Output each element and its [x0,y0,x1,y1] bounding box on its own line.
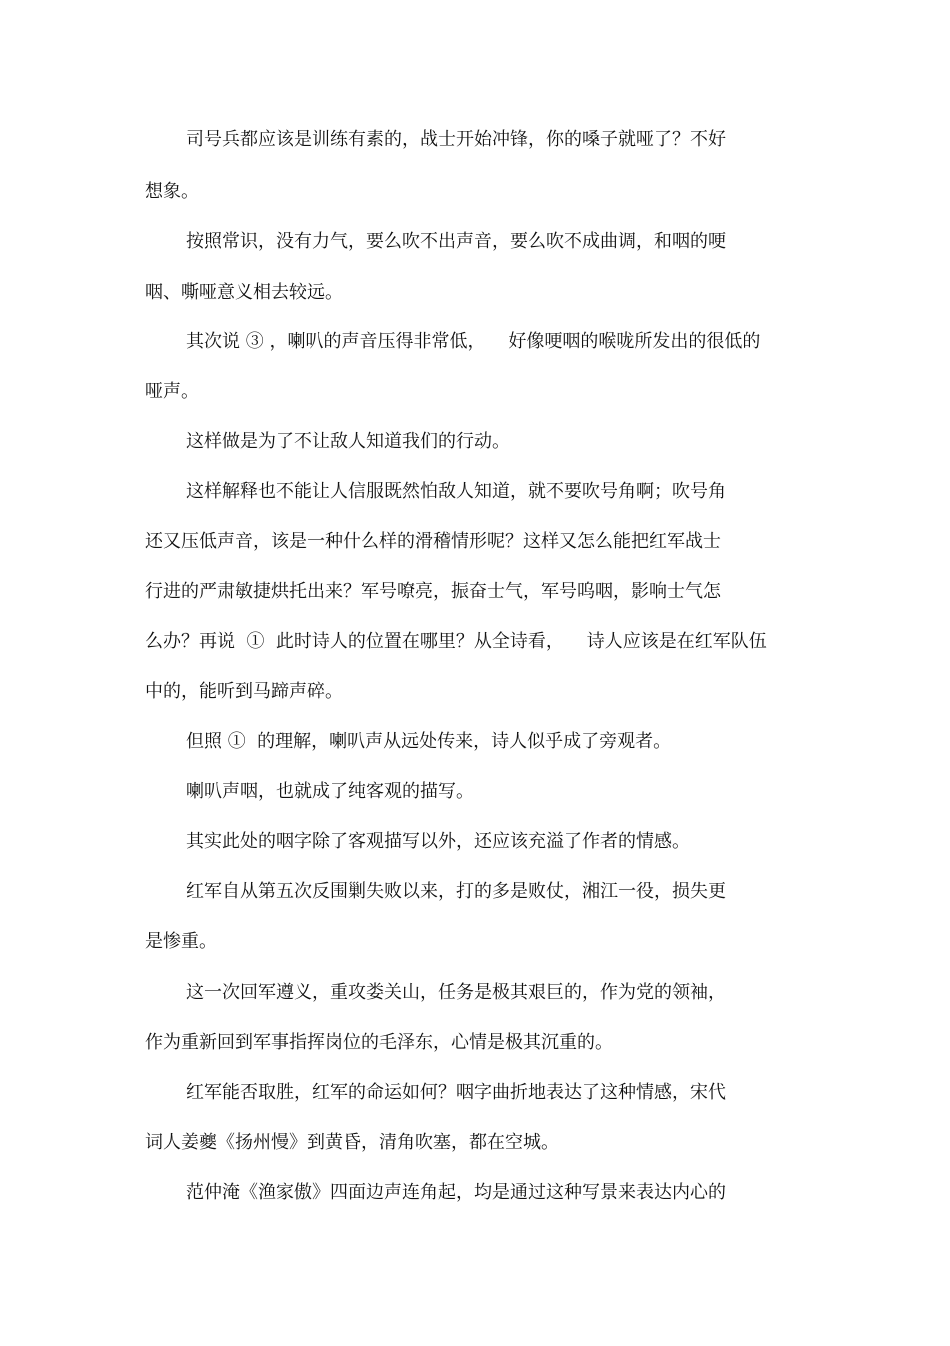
text-line: 这样解释也不能让人信服既然怕敌人知道，就不要吹号角啊；吹号角 [186,481,726,502]
text-line: 司号兵都应该是训练有素的，战士开始冲锋，你的嗓子就哑了？不好 [186,129,726,150]
text-line: 想象。 [145,181,199,202]
text-line: 喇叭声咽，也就成了纯客观的描写。 [186,781,474,802]
text-line: 是惨重。 [145,931,217,952]
text-line: 作为重新回到军事指挥岗位的毛泽东，心情是极其沉重的。 [145,1032,613,1053]
text-line: 哑声。 [145,381,199,402]
text-line: 这样做是为了不让敌人知道我们的行动。 [186,431,510,452]
text-line: 范仲淹《渔家傲》四面边声连角起，均是通过这种写景来表达内心的 [186,1182,726,1203]
text-line: 词人姜夔《扬州慢》到黄昏，清角吹塞，都在空城。 [145,1132,559,1153]
text-line: 其次说 ③ ，喇叭的声音压得非常低， 好像哽咽的喉咙所发出的很低的 [186,331,761,352]
text-line: 行进的严肃敏捷烘托出来？军号嘹亮，振奋士气，军号呜咽，影响士气怎 [145,581,721,602]
text-line: 中的，能听到马蹄声碎。 [145,681,343,702]
text-line: 红军能否取胜，红军的命运如何？咽字曲折地表达了这种情感，宋代 [186,1082,726,1103]
text-line: 还又压低声音，该是一种什么样的滑稽情形呢？这样又怎么能把红军战士 [145,531,721,552]
text-line: 么办？再说 ① 此时诗人的位置在哪里？从全诗看， 诗人应该是在红军队伍 [145,631,767,652]
text-line: 按照常识，没有力气，要么吹不出声音，要么吹不成曲调，和咽的哽 [186,231,726,252]
text-line: 这一次回军遵义，重攻娄关山，任务是极其艰巨的，作为党的领袖， [186,982,726,1003]
text-line: 红军自从第五次反围剿失败以来，打的多是败仗，湘江一役，损失更 [186,881,726,902]
text-line: 其实此处的咽字除了客观描写以外，还应该充溢了作者的情感。 [186,831,690,852]
text-line: 但照 ① 的理解，喇叭声从远处传来，诗人似乎成了旁观者。 [186,731,672,752]
text-line: 咽、嘶哑意义相去较远。 [145,282,343,303]
